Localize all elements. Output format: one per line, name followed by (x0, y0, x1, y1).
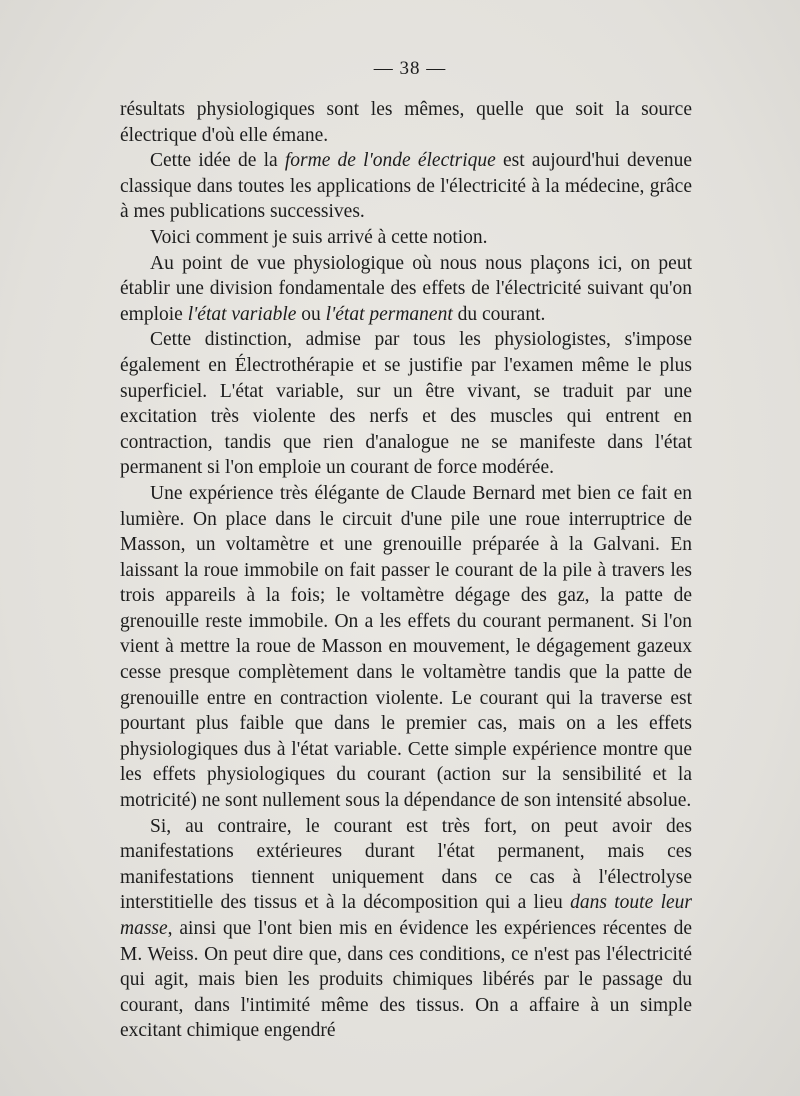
italic-phrase: dans toute leur masse (120, 892, 692, 939)
paragraph (120, 327, 692, 481)
paragraph (120, 225, 692, 251)
text-run: ou (296, 303, 326, 325)
italic-phrase: forme de l'onde électrique (284, 150, 496, 172)
paragraph (120, 814, 692, 1044)
text-run: Au point de vue physiologique où nous nous plaçons ici, on peut établir une division fondamentale des effets de l'électricité suivant qu'on emploie (120, 252, 692, 325)
italic-phrase: l'état permanent (325, 303, 453, 325)
italic-phrase: l'état variable (187, 303, 297, 325)
text-run: Cette distinction, admise par tous les physiologistes, s'impose également en Électrothérapie et se justifie par l'examen même le plus superficiel. L'état variable, sur un être vivant, se traduit par une excitation très violente des nerfs et des muscles qui entrent en contraction, tandis que rien d'analogue ne se manifeste dans l'état permanent si l'on emploie un courant de force modérée. (120, 329, 692, 479)
paragraph (120, 148, 692, 225)
text-run: Cette idée de la (150, 150, 285, 172)
paragraph (120, 481, 692, 814)
text-run: Si, au contraire, le courant est très fort, on peut avoir des manifestations extérieures durant l'état permanent, mais ces manifestations tiennent uniquement dans ce cas à l'électrolyse interstitielle des tissus et à la décomposition qui a lieu (120, 815, 692, 914)
page-number: — 38 — (373, 58, 447, 79)
text-run: Voici comment je suis arrivé à cette notion. (150, 226, 488, 248)
text-run: est aujourd'hui devenue classique dans toutes les applications de l'électricité à la médecine, grâce à mes publications successives. (120, 150, 693, 223)
text-run: Une expérience très élégante de Claude Bernard met bien ce fait en lumière. On place dans le circuit d'une pile une roue interruptrice de Masson, un voltamètre et une grenouille préparée à la Galvani. En laissant la roue immobile on fait passer le courant de la pile à travers les trois appareils à la fois; le voltamètre dégage des gaz, la patte de grenouille reste immobile. On a les effets du courant permanent. Si l'on vient à mettre la roue de Masson en mouvement, le dégagement gazeux cesse presque complètement dans le voltamètre tandis que la patte de grenouille entre en contraction violente. Le courant qui la traverse est pourtant plus faible que dans le premier cas, mais on a les effets physiologiques dus à l'état variable. Cette simple expérience montre que les effets physiologiques du courant (action sur la sensibilité et la motricité) ne sont nullement sous la dépendance de son intensité absolue. (120, 482, 692, 812)
text-run: du courant. (452, 303, 546, 325)
body-text (120, 97, 692, 1044)
paragraph (120, 97, 692, 148)
paragraph (120, 251, 692, 328)
text-run: , ainsi que l'ont bien mis en évidence les expériences récentes de M. Weiss. On peut dire que, dans ces conditions, ce n'est pas l'électricité qui agit, mais bien les produits chimiques libérés par le passage du courant, dans l'intimité même des tissus. On a affaire à un simple excitant chimique engendré (120, 918, 692, 1042)
text-run: résultats physiologiques sont les mêmes, quelle que soit la source électrique d'où elle émane. (120, 99, 692, 146)
